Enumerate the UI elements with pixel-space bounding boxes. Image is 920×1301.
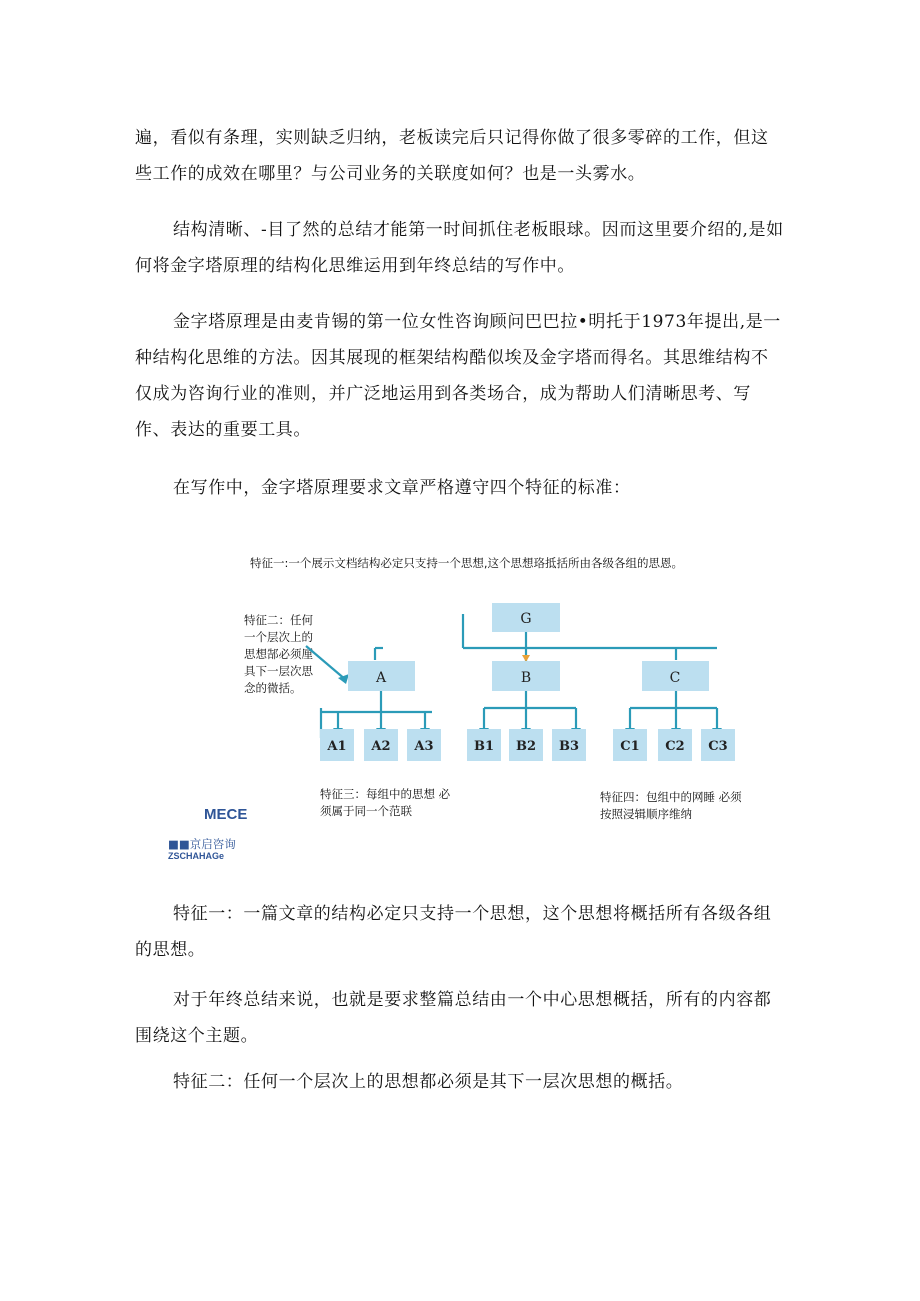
node-a2-label: A2 bbox=[371, 739, 391, 754]
paragraph-5: 特征一：一篇文章的结构必定只支持一个思想，这个思想将概括所有各级各组的思想。 bbox=[135, 904, 772, 960]
caption-bottom-left-line: 特征三：每组中的思想 必 bbox=[320, 787, 451, 801]
figure-caption-top: 特征一:一个展示文档结构必定只支持一个思想,这个思想珞抵括所由各级各组的思恩。 bbox=[250, 556, 684, 570]
node-b2-label: B2 bbox=[515, 739, 537, 754]
figure-caption-bottom-left bbox=[320, 786, 450, 820]
caption-bottom-left-line: 须属于同一个范联 bbox=[320, 804, 412, 818]
accent-arrow bbox=[522, 655, 530, 662]
paragraph-6: 对于年终总结来说，也就是要求整篇总结由一个中心思想概括，所有的内容都围绕这个主题。 bbox=[135, 990, 772, 1046]
figure-caption-bottom-right bbox=[600, 789, 742, 823]
mece-label: MECE bbox=[204, 806, 248, 823]
node-c2-label: C2 bbox=[665, 739, 685, 754]
caption-left-line: 思想郜必须厘 bbox=[244, 647, 313, 661]
caption-left-line: 特征二：任何 bbox=[244, 613, 313, 627]
caption-left-line: 念的微括。 bbox=[244, 681, 302, 695]
node-b1-label: B1 bbox=[473, 739, 495, 754]
logo-text: ■■京启咨询 bbox=[168, 837, 236, 851]
node-a-label: A bbox=[375, 670, 387, 686]
node-c3-label: C3 bbox=[708, 739, 728, 754]
paragraph-1: 遍，看似有条理，实则缺乏归纳，老板读完后只记得你做了很多零碎的工作，但这些工作的成效在哪里？与公司业务的关联度如何？也是一头雾水。 bbox=[135, 128, 769, 184]
node-c-label: C bbox=[669, 670, 681, 686]
caption-bottom-right-line: 按照浸辑顺序维纳 bbox=[600, 807, 692, 821]
paragraph-3: 金字塔原理是由麦肯锡的第一位女性咨询顾问巴巴拉•明托于1973年提出,是一种结构化思维的方法。因其展现的框架结构酷似埃及金字塔而得名。其思维结构不仅成为咨询行业的准则，并广泛地运用到各类场合，成为帮助人们清晰思考、写作、表达的重要工具。 bbox=[135, 312, 781, 440]
node-b3-label: B3 bbox=[558, 739, 580, 754]
logo-subtext: ZSCHAHAGe bbox=[168, 851, 225, 861]
paragraph-7: 特征二：任何一个层次上的思想都必须是其下一层次思想的概括。 bbox=[173, 1072, 684, 1092]
node-g-label: G bbox=[520, 611, 532, 627]
node-b-label: B bbox=[520, 670, 532, 686]
caption-bottom-right-line: 特征四：包组中的网睡 必须 bbox=[600, 790, 742, 804]
paragraph-2: 结构清晰、-目了然的总结才能第一时间抓住老板眼球。因而这里要介绍的,是如何将金字塔原理的结构化思维运用到年终总结的写作中。 bbox=[135, 220, 784, 276]
node-a3-label: A3 bbox=[414, 739, 434, 754]
caption-left-line: 一个层次上的 bbox=[244, 630, 313, 644]
caption-left-line: 具下一层次思 bbox=[244, 664, 313, 678]
paragraph-4: 在写作中，金字塔原理要求文章严格遵守四个特征的标准： bbox=[173, 478, 631, 498]
node-a1-label: A1 bbox=[327, 739, 347, 754]
node-c1-label: C1 bbox=[620, 739, 640, 754]
